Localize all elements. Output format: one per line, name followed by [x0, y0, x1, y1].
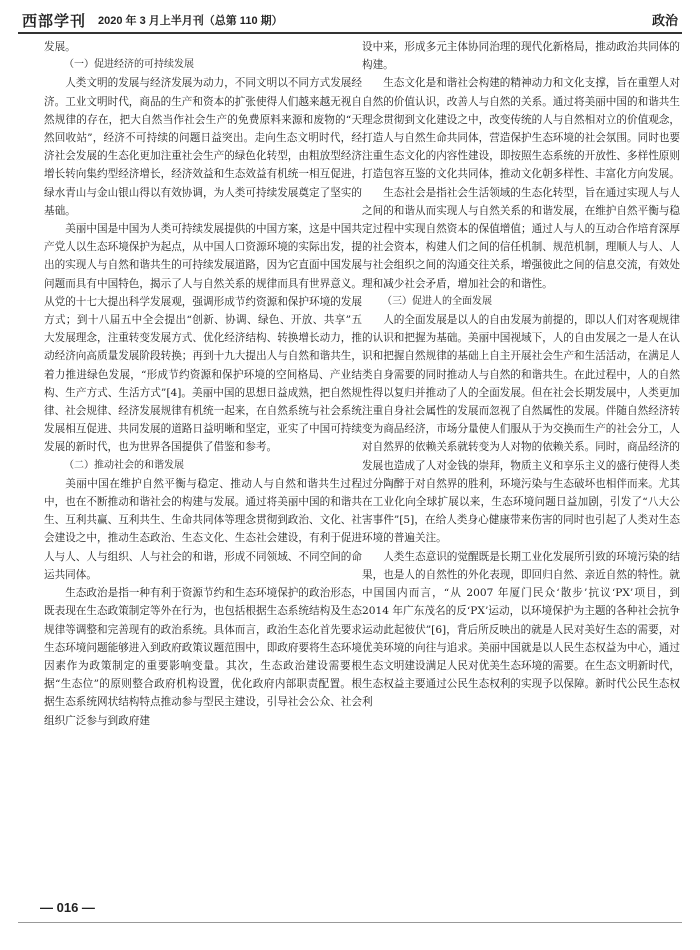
paragraph: 人类文明的发展与经济发展为动力，不同文明以不同方式发展经济。工业文明时代，商品的生产和资本的扩张使得人们越来越无视自然规律的存在，把大自然当作社会生产的免费原料来源和废物的“天然回收站”，经济不可持续的问题日益突出。走向生态文明时代，经济社会发展的生态化更加注重社会生产的绿色化转型，由粗放型经济增长转向集约型经济增长，经济效益和生态效益有机统一相互促进，绿水青山与金山银山得以有效协调，为人类可持续发展奠定了坚实的基础。 [44, 77, 362, 217]
section-heading: （一）促进经济的可持续发展 [64, 59, 194, 71]
left-column [44, 38, 362, 890]
paragraph: 设中来，形成多元主体协同治理的现代化新格局，推动政治共同体的构建。 [362, 41, 680, 72]
paragraph: 人类生态意识的觉醒既是长期工业化发展所引致的环境污染的结果，也是人的自然性的外化表现，即回归自然、亲近自然的特性。就中国国内而言，“从 2007 年厦门民众‘散步’抗议‘PX’项目，到 2014 年广东茂名的反‘PX’运动，以环境保护为主题的各种社会抗争运动此起彼伏”[6]，背后所反映出的就是人民对美好生态的需要，对优美环境的向往与追求。美丽中国就是以人民生态权益为中心，通过生态文明建设满足人民对优美生态环境的需要。在生态文明新时代，生态权益主要通过公民生态权利的实现予以保障。新时代公民生态权利 [362, 550, 680, 709]
paragraph: 生态社会是指社会生活领域的生态化转型，旨在通过实现人与人之间的和谐从而实现人与自然关系的和谐发展，在维护自然平衡与稳定过程中实现自然资本的保值增值；通过人与人的互动合作培育深厚的社会资本，构建人们之间的信任机制、规范机制，理顺人与人、人与社会组织之间的沟通交往关系，增强彼此之间的信息交流，有效处理和减少社会矛盾，增加社会的和谐性。 [362, 186, 680, 290]
paragraph: 美丽中国是中国为人类可持续发展提供的中国方案，这是中国共产党人以生态环境保护为起点，从中国人口资源环境的实际出发，提出的实现人与自然和谐共生的可持续发展道路，因为它直面中国发展问题而具有中国特色，揭示了人与自然关系的规律而具有世界意义。从党的十七大提出科学发展观，强调形成节约资源和保护环境的发展方式；到十八届五中全会提出“创新、协调、绿色、开放、共享”五大发展理念，注重转变发展方式、优化经济结构、转换增长动力，推动经济向高质量发展阶段转换；再到十九大提出人与自然和谐共生，着力推进绿色发展，“形成节约资源和保护环境的空间格局、产业结构、生产方式、生活方式”[4]。美丽中国的思想日益成熟，把自然规律、社会规律、经济发展规律有机统一起来，在自然系统与社会系统发展相互促进、共同发展的道路日益明晰和坚定，亚实了中国可持续发展的新时代，也为世界各国提供了借鉴和参考。 [44, 223, 362, 454]
paragraph: 生态政治是指一种有利于资源节约和生态环境保护的政治形态，既表现在生态政策制定等外在行为，也包括根据生态系统结构及生态规律等调整和完善现有的政治系统。具体而言，政治生态化首先要求生态环境问题能够进入到政府政策议题范围中，即政府要将生态环境因素作为政策制定的重要影响变量。其次，生态政治建设需要根据“生态位”的原则整合政府机构设置，优化政府内部职责配置。根据生态系统网状结构特点推动参与型民主建设，引导社会公众、社会组织广泛参与到政府建 [44, 587, 362, 727]
page-number: — 016 — [40, 900, 95, 915]
section-heading: （二）推动社会的和谐发展 [64, 459, 184, 471]
journal-masthead: 西部学刊 [22, 13, 87, 30]
section-title: 政治 [651, 13, 678, 28]
paragraph: 发展。 [44, 41, 76, 53]
paragraph: 生态文化是和谐社会构建的精神动力和文化支撑，旨在重塑人对自然的价值认识，改善人与自然的关系。通过将美丽中国的和谐共生理念贯彻到文化建设之中，改变传统的人与自然相对立的价值观念，打造人与自然生命共同体，营造保护生态环境的社会氛围。同时也要注重生态文化的内容性建设，即按照生态系统的开放性、多样性原则打造包容互鉴的文化共同体，推动文化朝多样性、丰富化方向发展。 [362, 77, 680, 181]
page-header [18, 6, 682, 34]
footer-divider [18, 922, 682, 923]
section-heading: （三）促进人的全面发展 [382, 295, 492, 307]
paragraph: 美丽中国在维护自然平衡与稳定、推动人与自然和谐共生过程中，也在不断推动和谐社会的构建与发展。通过将美丽中国的和谐共生、互利共赢、互利共生、生命共同体等理念贯彻到政治、文化、社会建设之中，推动生态政治、生态文化、生态社会建设，有利于促进人与人、人与组织、人与社会的和谐，形成不同领域、不同空间的命运共同体。 [44, 477, 362, 581]
paragraph: 人的全面发展是以人的自由发展为前提的，即以人们对客观规律的认识和把握为基础。美丽中国视域下，人的自由发展之一是人在认识和把握自然规律的基础上自主开展社会生产和生活活动，在满足人类自身需要的同时推动人与自然的和谐共生。在此过程中，人的自然性得以复归并推动了人的全面发展。但在社会长期发展中，人类更加注重自身社会属性的发展而忽视了自然属性的发展。伴随自然经济转变为商品经济，市场分量使人们服从于为交换而生产的社会分工，人对自然界的依赖关系就转变为人对物的依赖关系。同时，商品经济的发展也造成了人对金钱的崇拜，物质主义和享乐主义的盛行使得人类过分陶醉于对自然界的胜利，环境污染与生态破坏也相伴而来。尤其在工业化向全球扩展以来，生态环境问题日益加剧，引发了“八大公害事件”[5]，在给人类身心健康带来伤害的同时也引起了人类对生态环境的普遍关注。 [362, 314, 680, 545]
right-column [362, 38, 680, 890]
issue-info: 2020 年 3 月上半月刊（总第 110 期） [98, 15, 283, 27]
